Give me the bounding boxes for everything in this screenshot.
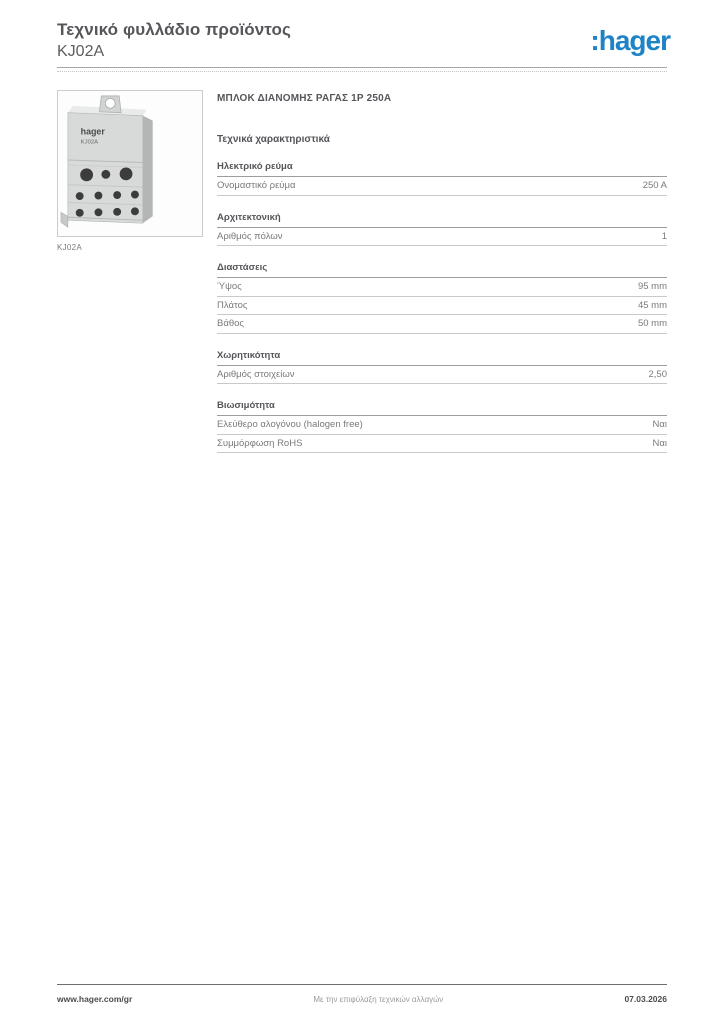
section-title: Ηλεκτρικό ρεύμα bbox=[217, 161, 667, 177]
terminal-hole bbox=[94, 192, 102, 200]
tech-characteristics-title: Τεχνικά χαρακτηριστικά bbox=[217, 134, 330, 145]
terminal-hole bbox=[120, 167, 133, 180]
hager-logo: :hager bbox=[590, 25, 670, 56]
footer-website: www.hager.com/gr bbox=[57, 994, 133, 1004]
rail-foot bbox=[61, 212, 68, 227]
terminal-hole bbox=[76, 209, 84, 217]
footer-disclaimer: Με την επιφύλαξη τεχνικών αλλαγών bbox=[313, 995, 444, 1004]
figure-caption: KJ02A bbox=[57, 243, 83, 252]
product-reference: KJ02A bbox=[57, 43, 105, 60]
device-ref-label: KJ02A bbox=[80, 139, 99, 146]
header-divider-dotted bbox=[57, 71, 667, 72]
spec-label: Αριθμός στοιχείων bbox=[217, 368, 295, 380]
terminal-hole bbox=[113, 208, 121, 216]
terminal-hole bbox=[101, 170, 110, 179]
footer-row bbox=[57, 985, 667, 1004]
spec-value: Ναι bbox=[652, 437, 667, 449]
terminal-hole bbox=[76, 192, 84, 200]
header-divider bbox=[57, 67, 667, 68]
spec-value: 50 mm bbox=[637, 318, 667, 329]
device-brand-label: hager bbox=[80, 126, 105, 137]
footer-date: 07.03.2026 bbox=[624, 994, 667, 1004]
product-image-frame bbox=[57, 90, 203, 237]
spec-row bbox=[217, 297, 667, 316]
terminal-hole bbox=[131, 207, 139, 215]
spec-label: Βάθος bbox=[217, 318, 244, 329]
spec-row bbox=[217, 435, 667, 454]
spec-value: 2,50 bbox=[648, 368, 667, 380]
section-title: Αρχιτεκτονική bbox=[217, 212, 667, 228]
section-electric-current bbox=[217, 161, 667, 196]
spec-row bbox=[217, 366, 667, 385]
spec-label: Ύψος bbox=[217, 281, 242, 292]
product-name: ΜΠΛΟΚ ΔΙΑΝΟΜΗΣ ΡΑΓΑΣ 1P 250A bbox=[217, 93, 392, 104]
spec-row bbox=[217, 228, 667, 247]
page-title: Τεχνικό φυλλάδιο προϊόντος bbox=[57, 20, 291, 39]
section-title: Διαστάσεις bbox=[217, 262, 667, 278]
spec-label: Ελεύθερο αλογόνου (halogen free) bbox=[217, 419, 363, 430]
spec-value: 1 bbox=[661, 230, 667, 242]
spec-label: Ονομαστικό ρεύμα bbox=[217, 180, 296, 191]
spec-label: Συμμόρφωση RoHS bbox=[217, 437, 303, 449]
terminal-hole bbox=[80, 168, 93, 181]
section-title: Χωρητικότητα bbox=[217, 350, 667, 366]
spec-row bbox=[217, 177, 667, 196]
spec-value: Ναι bbox=[652, 419, 667, 430]
terminal-hole bbox=[94, 208, 102, 216]
product-image bbox=[58, 91, 202, 236]
section-sustainability bbox=[217, 400, 667, 453]
section-architecture bbox=[217, 212, 667, 247]
terminal-hole bbox=[131, 191, 139, 199]
terminal-hole bbox=[113, 191, 121, 199]
spec-row bbox=[217, 278, 667, 297]
section-title: Βιωσιμότητα bbox=[217, 400, 667, 416]
product-figure bbox=[57, 90, 203, 252]
spec-label: Πλάτος bbox=[217, 299, 248, 311]
mounting-hole bbox=[105, 98, 115, 108]
spec-value: 45 mm bbox=[637, 299, 667, 311]
header-titles bbox=[57, 20, 291, 61]
section-dimensions bbox=[217, 262, 667, 334]
spec-row bbox=[217, 315, 667, 334]
spec-value: 250 A bbox=[642, 180, 667, 191]
spec-value: 95 mm bbox=[637, 281, 667, 292]
footer bbox=[57, 984, 667, 1004]
spec-label: Αριθμός πόλων bbox=[217, 230, 283, 242]
section-capacity bbox=[217, 350, 667, 385]
header bbox=[57, 20, 670, 61]
content bbox=[217, 90, 667, 453]
spec-row bbox=[217, 416, 667, 435]
